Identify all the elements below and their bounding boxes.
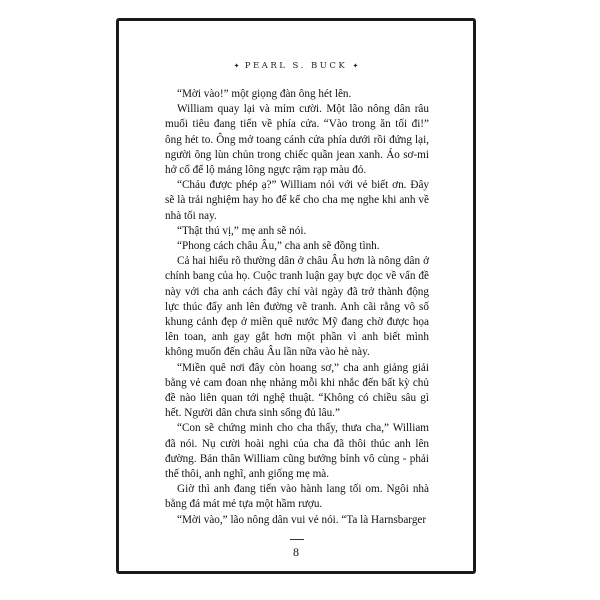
paragraph: “Cháu được phép ạ?” William nói với vẻ biết ơn. Đây sẽ là trải nghiệm hay ho để kể cho cha mẹ nghe khi anh về nhà tối nay. (165, 179, 429, 222)
page-number: 8 (293, 545, 299, 559)
paragraph: William quay lại và mỉm cười. Một lão nông dân râu muối tiêu đang tiến về phía cửa. “Vào trong ăn tối đi!” ông hét to. Ông mở toang cánh cửa phía dưới rồi đứng lại, người ông lùn chủn trong chiếc quần jean xanh. Áo sơ-mi hở cổ để lộ mảng lông ngực rậm rạp màu đỏ. (165, 103, 429, 177)
running-header (119, 61, 473, 71)
ornament-right-icon: ✦ (352, 62, 359, 70)
paragraph: “Miền quê nơi đây còn hoang sơ,” cha anh giảng giải bằng vẻ cam đoan nhẹ nhàng mỗi khi nhắc đến bất kỳ chủ đề nào liên quan tới nghệ thuật. “Không có chiều sâu gì hết. Người dân chưa sinh sống đủ lâu.” (165, 361, 429, 420)
page-number-rule (290, 539, 304, 540)
paragraph: “Phong cách châu Âu,” cha anh sẽ đồng tình. (177, 240, 380, 253)
ornament-left-icon: ✦ (233, 62, 240, 70)
author-name: PEARL S. BUCK (244, 61, 348, 71)
paragraph: “Thật thú vị,” mẹ anh sẽ nói. (177, 224, 307, 237)
paragraph: “Mời vào!” một giọng đàn ông hét lên. (177, 88, 352, 100)
paragraph: “Mời vào,” lão nông dân vui vẻ nói. “Ta là Harnsbarger (177, 513, 427, 526)
paragraph: “Con sẽ chứng minh cho cha thấy, thưa cha,” William đã nói. Nụ cười hoài nghi của cha đã thôi thúc anh lên đường. Bản thân William cũng bướng bỉnh vô cùng - phải thế thôi, anh nghĩ, anh giống mẹ mà. (165, 422, 429, 481)
paragraph: Cả hai hiểu rõ thường dân ở châu Âu hơn là nông dân ở chính bang của họ. Cuộc tranh luận gay bực dọc về vấn đề này với cha anh cách đây chỉ vài ngày đã trở thành động lực thúc đẩy anh lên đường vẽ tranh. Anh cãi rằng vô số khung cảnh đẹp ở miền quê nước Mỹ đang chờ được họa lên toan, anh gay gắt hơn một phần vì anh biết mình không muốn đến châu Âu lần nữa vào hè này. (165, 255, 429, 359)
body-text (165, 87, 429, 528)
book-page (116, 18, 476, 574)
paragraph: Giờ thì anh đang tiến vào hành lang tối om. Ngôi nhà bằng đá mát mẻ tựa một hầm rượu. (165, 483, 429, 511)
